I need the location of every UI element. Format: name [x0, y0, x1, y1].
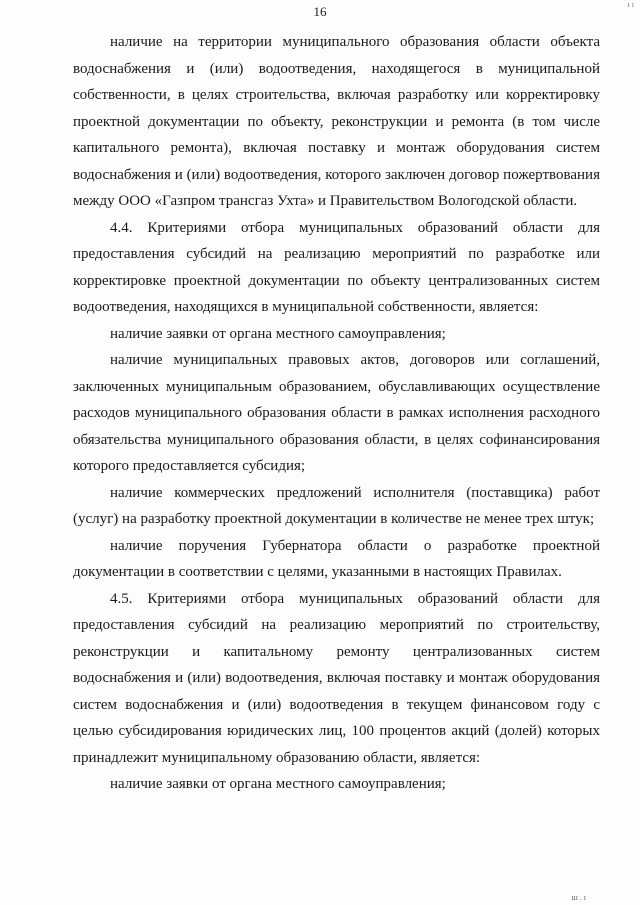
scan-corner-mark: ı ı	[627, 0, 634, 9]
scan-footer-mark: ш.ı	[571, 893, 588, 902]
paragraph-water-object-condition: наличие на территории муниципального образования области объекта водоснабжения и (или) водоотведения, находящегося в муниципальной собственности, в целях строительства, включая разработку или корректировку проектной документации по объекту, реконструкции и ремонта (в том числе капитального ремонта), включая поставку и монтаж оборудования систем водоснабжения и (или) водоотведения, которого заключен договор пожертвования между ООО «Газпром трансгаз Ухта» и Правительством Вологодской области.	[73, 34, 600, 209]
paragraph-application-condition-2: наличие заявки от органа местного самоуправления;	[110, 776, 446, 792]
document-body	[73, 29, 600, 798]
paragraph-legal-acts-condition: наличие муниципальных правовых актов, договоров или соглашений, заключенных муниципальным образованием, обуславливающих осуществление расходов муниципального образования области в рамках исполнения расходного обязательства муниципального образования области, в целях софинансирования которого предоставляется субсидия;	[73, 352, 600, 474]
paragraph-4-5-criteria: 4.5. Критериями отбора муниципальных образований области для предоставления субсидий на реализацию мероприятий по строительству, реконструкции и капитальному ремонту централизованных систем водоснабжения и (или) водоотведения, включая поставку и монтаж оборудования систем водоснабжения и (или) водоотведения в текущем финансовом году с целью субсидирования юридических лиц, 100 процентов акций (долей) которых принадлежит муниципальному образованию области, является:	[73, 590, 600, 766]
paragraph-governor-instruction-condition: наличие поручения Губернатора области о разработке проектной документации в соответствии с целями, указанными в настоящих Правилах.	[73, 537, 600, 580]
paragraph-application-condition: наличие заявки от органа местного самоуправления;	[110, 325, 446, 342]
paragraph-commercial-offers-condition: наличие коммерческих предложений исполнителя (поставщика) работ (услуг) на разработку проектной документации в количестве не менее трех штук;	[73, 484, 600, 527]
paragraph-4-4-criteria: 4.4. Критериями отбора муниципальных образований области для предоставления субсидий на реализацию мероприятий по разработке или корректировке проектной документации по объекту централизованных систем водоотведения, находящихся в муниципальной собственности, является:	[73, 219, 600, 315]
page-number: 16	[313, 4, 327, 19]
